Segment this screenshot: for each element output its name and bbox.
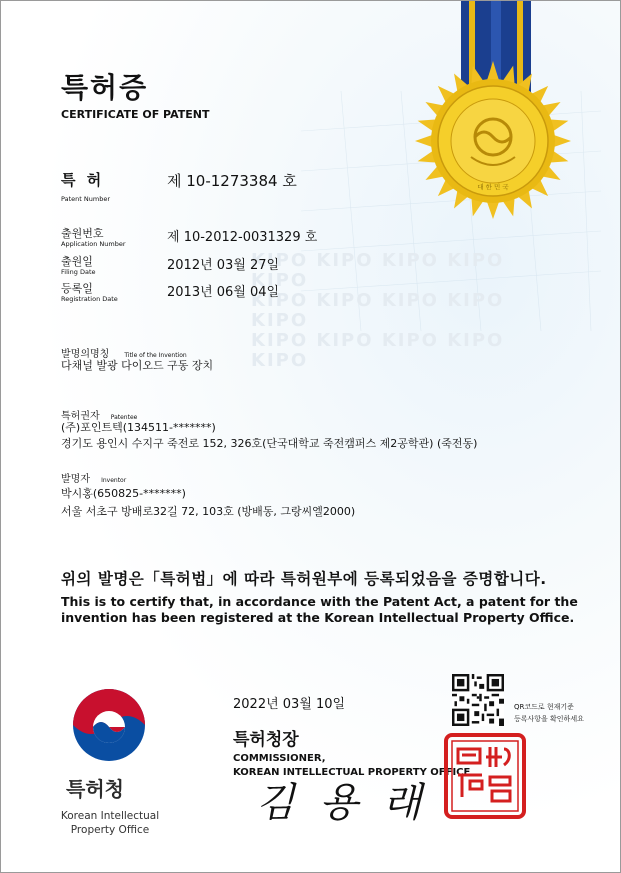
- commissioner-title-en-line1: COMMISSIONER,: [233, 753, 326, 764]
- commissioner-title-en-line2: KOREAN INTELLECTUAL PROPERTY OFFICE: [233, 767, 471, 778]
- emblem-text: 대 한 민 국: [477, 183, 509, 191]
- office-name-ko: 특허청: [66, 777, 124, 801]
- official-red-seal: [444, 733, 526, 819]
- inventor-label-en: Inventor: [101, 477, 127, 484]
- registration-date-label-en: Registration Date: [61, 295, 118, 303]
- qr-code[interactable]: [452, 674, 504, 726]
- application-number-value: 제 10-2012-0031329 호: [167, 230, 318, 245]
- patentee-label-en: Patentee: [110, 414, 138, 421]
- inventor-label: 발명자: [61, 474, 90, 485]
- filing-date-label-en: Filing Date: [61, 268, 96, 276]
- filing-date-label: 출원일: [61, 255, 93, 268]
- qr-instruction: [514, 701, 584, 725]
- gold-seal-emblem: [413, 61, 573, 221]
- kipo-watermark: KIPO KIPO KIPO KIPO KIPO KIPO KIPO KIPO KIPO KIPO KIPO KIPO KIPO KIPO KIPO: [251, 250, 505, 371]
- office-name-en-line1: Korean Intellectual: [60, 810, 160, 822]
- registration-date-label: 등록일: [61, 282, 93, 295]
- invention-title-label-en: Title of the Invention: [124, 352, 187, 359]
- certificate-title-ko: 특허증: [61, 71, 149, 104]
- office-name-en: [53, 809, 167, 837]
- inventor-address: 서울 서초구 방배로32길 72, 103호 (방배동, 그랑씨엘2000): [61, 505, 356, 518]
- patentee-address: 경기도 용인시 수지구 죽전로 152, 326호(단국대학교 죽전캠퍼스 제2공학관) (죽전동): [61, 437, 478, 450]
- patent-number-label: 특 허: [61, 171, 105, 189]
- registration-date-value: 2013년 06월 04일: [167, 285, 280, 300]
- invention-title-value: 다채널 발광 다이오드 구동 장치: [61, 359, 214, 372]
- office-name-en-line2: Property Office: [70, 824, 150, 836]
- commissioner-title-ko: 특허청장: [233, 730, 299, 750]
- application-number-label: 출원번호: [61, 227, 104, 240]
- inventor-label-group: [61, 467, 126, 486]
- qr-instruction-line1: QR코드로 현재기준: [514, 703, 574, 711]
- commissioner-signature: 김 용 래: [256, 780, 428, 826]
- patent-number-label-en: Patent Number: [61, 195, 111, 203]
- application-number-label-en: Application Number: [61, 240, 126, 248]
- qr-instruction-line2: 등록사항을 확인하세요: [514, 715, 584, 723]
- certification-text-ko: 위의 발명은「특허법」에 따라 특허원부에 등록되었음을 증명합니다.: [61, 570, 547, 588]
- certificate-title-en: CERTIFICATE OF PATENT: [61, 108, 210, 121]
- patent-number-value: 제 10-1273384 호: [167, 172, 297, 190]
- inventor-name: 박시홍(650825-*******): [61, 487, 186, 500]
- filing-date-value: 2012년 03월 27일: [167, 258, 280, 273]
- issue-date: 2022년 03월 10일: [233, 697, 346, 712]
- certification-text-en: This is to certify that, in accordance with the Patent Act, a patent for the invention has been registered at the Korean Intellectual Property Office.: [61, 594, 578, 625]
- patentee-label: 특허권자: [61, 411, 100, 422]
- kipo-logo-icon: [71, 687, 147, 763]
- invention-title-label: 발명의명칭: [61, 349, 110, 360]
- patentee-name: (주)포인트텍(134511-*******): [61, 421, 216, 434]
